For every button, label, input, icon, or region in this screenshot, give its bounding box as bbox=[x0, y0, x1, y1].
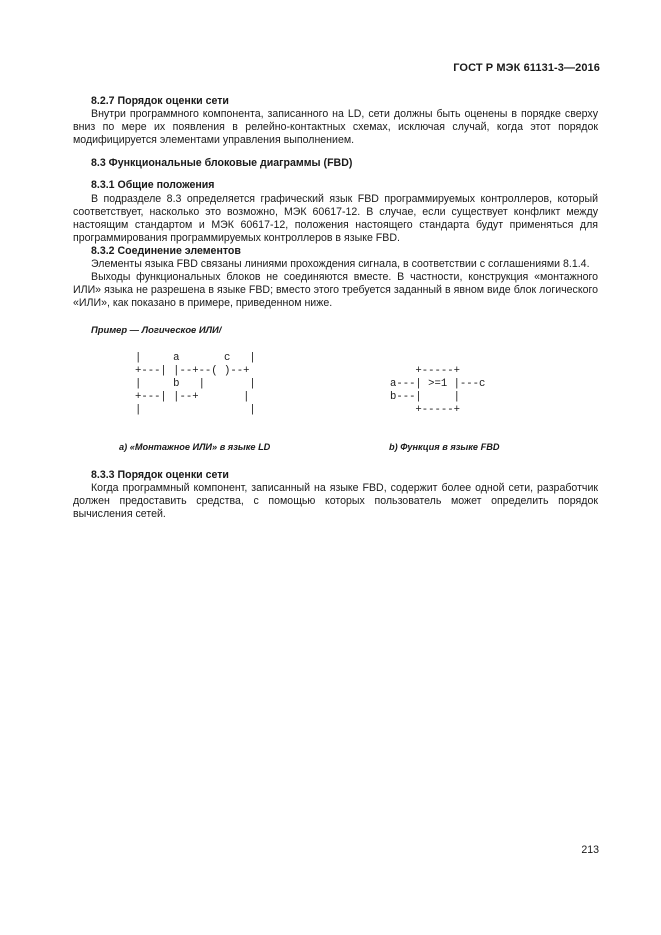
page-number: 213 bbox=[581, 844, 599, 856]
heading-8-3: 8.3 Функциональные блоковые диаграммы (FBD) bbox=[91, 157, 353, 170]
caption-ld: а) «Монтажное ИЛИ» в языке LD bbox=[119, 441, 271, 452]
heading-8-3-1: 8.3.1 Общие положения bbox=[91, 179, 215, 192]
heading-8-3-2: 8.3.2 Соединение элементов bbox=[91, 244, 241, 257]
document-header: ГОСТ Р МЭК 61131-3—2016 bbox=[453, 62, 600, 74]
fbd-or-function-diagram: +-----+ a---| >=1 |---c b---| | +-----+ bbox=[390, 364, 486, 417]
paragraph-8-3-3: Когда программный компонент, записанный на языке FBD, содержит более одной сети, разработчик должен предоставить средства, с помощью которых пользователь может определить порядок вычисления сетей. bbox=[73, 481, 598, 520]
paragraph-8-3-2-a: Элементы языка FBD связаны линиями прохождения сигнала, в соответствии с соглашениями 8.1.4. bbox=[91, 258, 590, 271]
heading-8-2-7: 8.2.7 Порядок оценки сети bbox=[91, 95, 229, 107]
paragraph-8-3-2-b: Выходы функциональных блоков не соединяются вместе. В частности, конструкция «монтажного ИЛИ» языка не разрешена в языке FBD; вместо этого требуется заданный в явном виде блок логического «ИЛИ», как показано в примере, приведенном ниже. bbox=[73, 271, 598, 310]
caption-fbd: b) Функция в языке FBD bbox=[389, 441, 500, 452]
paragraph-8-2-7: Внутри программного компонента, записанного на LD, сети должны быть оценены в порядке сверху вниз по мере их появления в релейно-контактных схемах, исключая случай, когда этот порядок модифицируется элементами управления выполнением. bbox=[73, 108, 598, 147]
ld-wired-or-diagram: | a c | +---| |--+--( )--+ | b | | +---| |--+ | | | bbox=[135, 351, 256, 417]
example-label: Пример — Логическое ИЛИ/ bbox=[91, 324, 222, 336]
example-figures bbox=[73, 337, 598, 452]
page-content bbox=[73, 95, 598, 521]
paragraph-8-3-1: В подразделе 8.3 определяется графический язык FBD программируемых контроллеров, который соответствует, насколько это возможно, МЭК 60617-12. В случае, если существует конфликт между настоящим стандартом и МЭК 60617-12, положения настоящего стандарта будут применяться для программирования программируемых контроллеров в языке FBD. bbox=[73, 192, 598, 244]
heading-8-3-3: 8.3.3 Порядок оценки сети bbox=[91, 468, 229, 481]
